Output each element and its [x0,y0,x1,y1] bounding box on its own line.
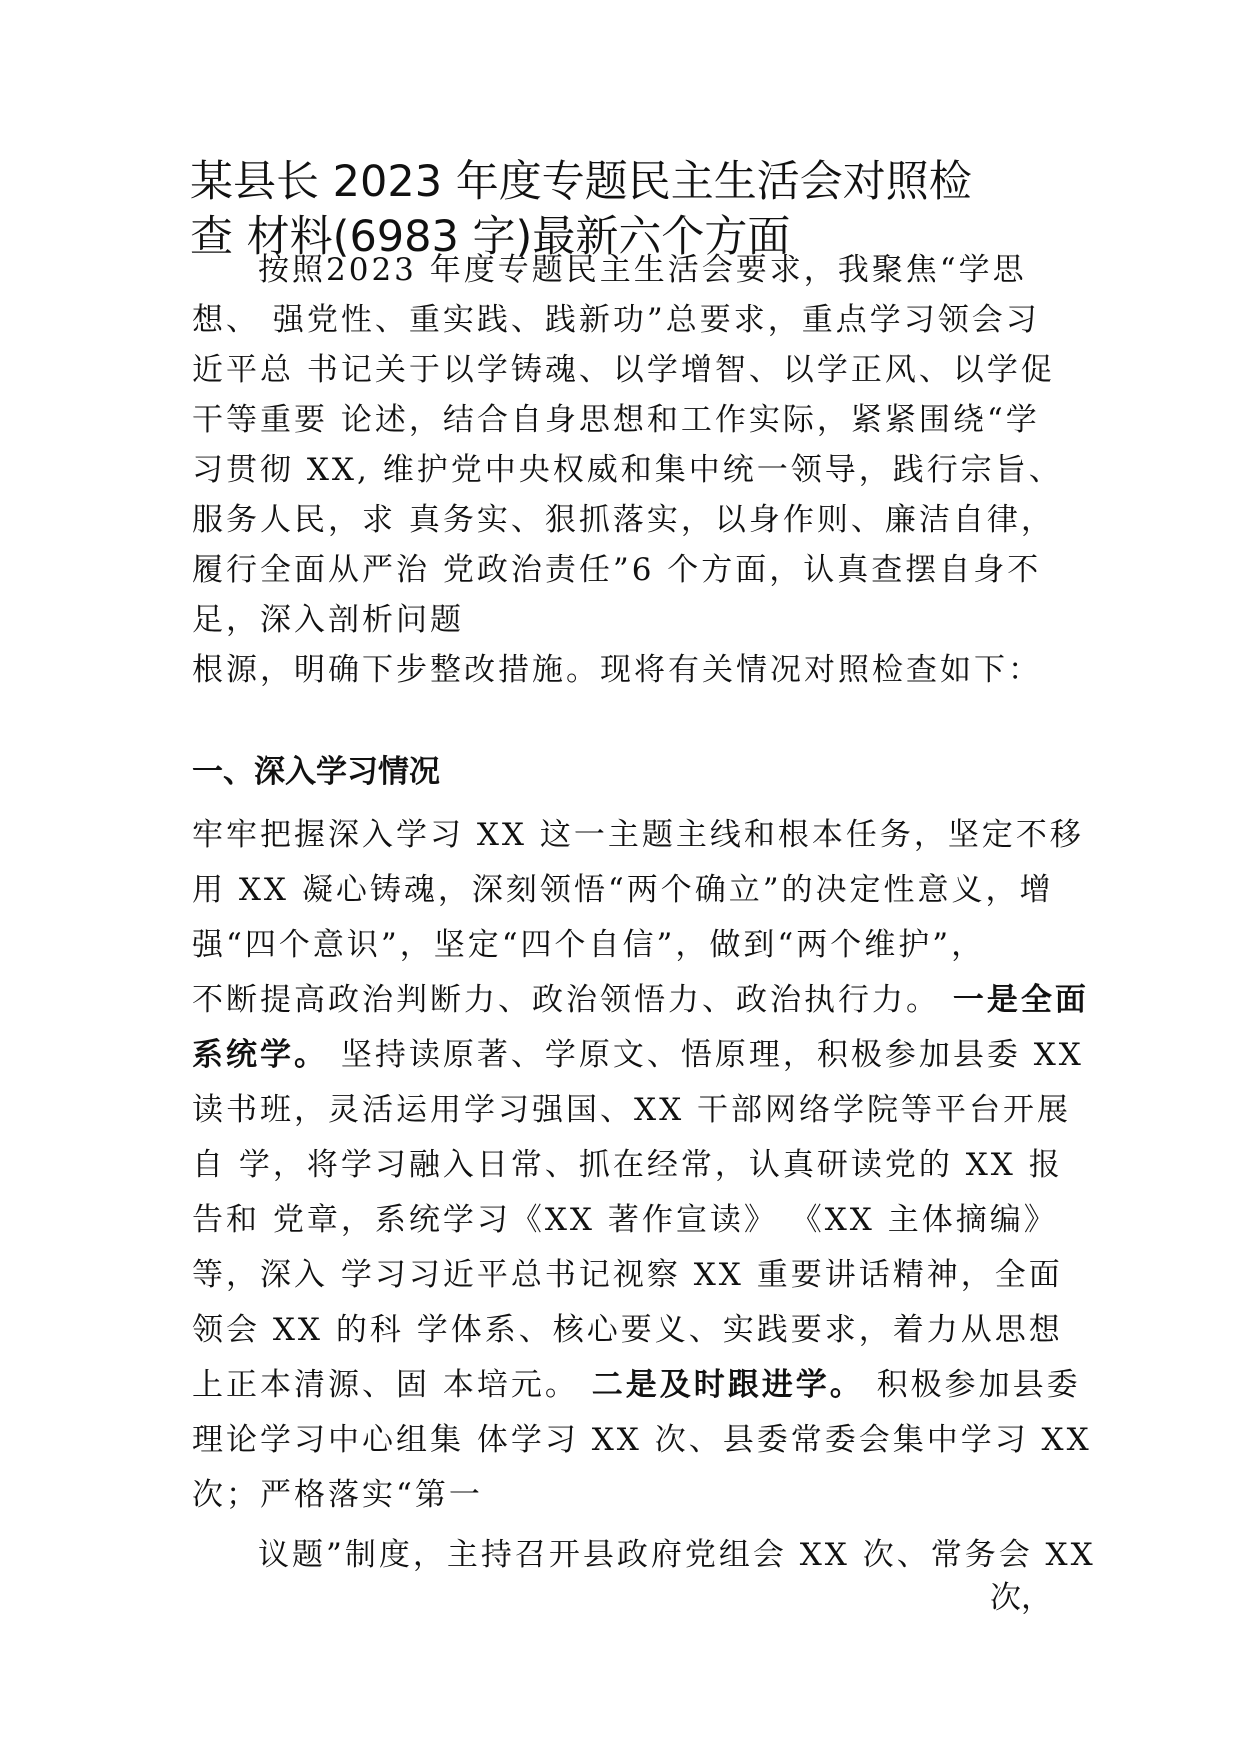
title-line: 查 材料(6983 字)最新六个方面 [190,212,791,262]
body-line: 牢牢把握深入学习 XX 这一主题主线和根本任务，坚定不移 [192,817,1084,853]
body-line: 等，深入 学习习近平总书记视察 XX 重要讲话精神，全面 [192,1257,1063,1293]
body-line: 读书班，灵活运用学习强国、XX 干部网络学院等平台开展 [192,1092,1071,1128]
body-text: 坚持读原著、学原文、悟原理，积极参加县委 XX [340,1037,1084,1073]
body-text: 积极参加县委 [876,1367,1081,1403]
intro-line: 根源，明确下步整改措施。现将有关情况对照检查如下： [192,652,1042,688]
body-line: 领会 XX 的科 学体系、核心要义、实践要求，着力从思想 [192,1312,1063,1348]
intro-line: 足，深入剖析问题 [192,602,464,638]
intro-line: 履行全面从严治 党政治责任”6 个方面，认真查摆自身不 [192,552,1042,588]
intro-line: 按照2023 年度专题民主生活会要求，我聚焦“学思 [258,252,1027,288]
intro-line: 想、 强党性、重实践、践新功”总要求，重点学习领会习 [192,302,1040,338]
body-line: 告和 党章，系统学习《XX 著作宣读》 《XX 主体摘编》 [192,1202,1058,1238]
body-line: 议题”制度，主持召开县政府党组会 XX 次、常务会 XX [258,1537,1096,1573]
body-line: 自 学，将学习融入日常、抓在经常，认真研读党的 XX 报 [192,1147,1063,1183]
intro-line: 干等重要 论述，结合自身思想和工作实际，紧紧围绕“学 [192,402,1040,438]
document-title [190,155,1070,265]
title-line: 某县长 2023 年度专题民主生活会对照检 [190,157,972,207]
body-line [192,1365,1081,1405]
intro-line: 习贯彻 XX, 维护党中央权威和集中统一领导，践行宗旨、 [192,452,1063,488]
body-line [192,980,1089,1020]
body-line: 用 XX 凝心铸魂，深刻领悟“两个确立”的决定性意义，增 [192,872,1054,908]
body-line: 次， [990,1580,1052,1616]
section-heading: 一、深入学习情况 [192,754,440,790]
point-label: 二是及时跟进学。 [591,1367,864,1403]
body-text: 不断提高政治判断力、政治领悟力、政治执行力。 [192,982,940,1018]
intro-line: 近平总 书记关于以学铸魂、以学增智、以学正风、以学促 [192,352,1055,388]
point-label: 一是全面 [952,982,1089,1018]
body-text: 上正本清源、固 本培元。 [192,1367,579,1403]
point-label: 系统学。 [192,1037,328,1073]
body-line [192,1035,1084,1075]
body-line: 次；严格落实“第一 [192,1477,483,1513]
body-line: 强“四个意识”，坚定“四个自信”，做到“两个维护”， [192,927,986,963]
intro-line: 服务人民，求 真务实、狠抓落实，以身作则、廉洁自律， [192,502,1055,538]
body-line: 理论学习中心组集 体学习 XX 次、县委常委会集中学习 XX [192,1422,1092,1458]
